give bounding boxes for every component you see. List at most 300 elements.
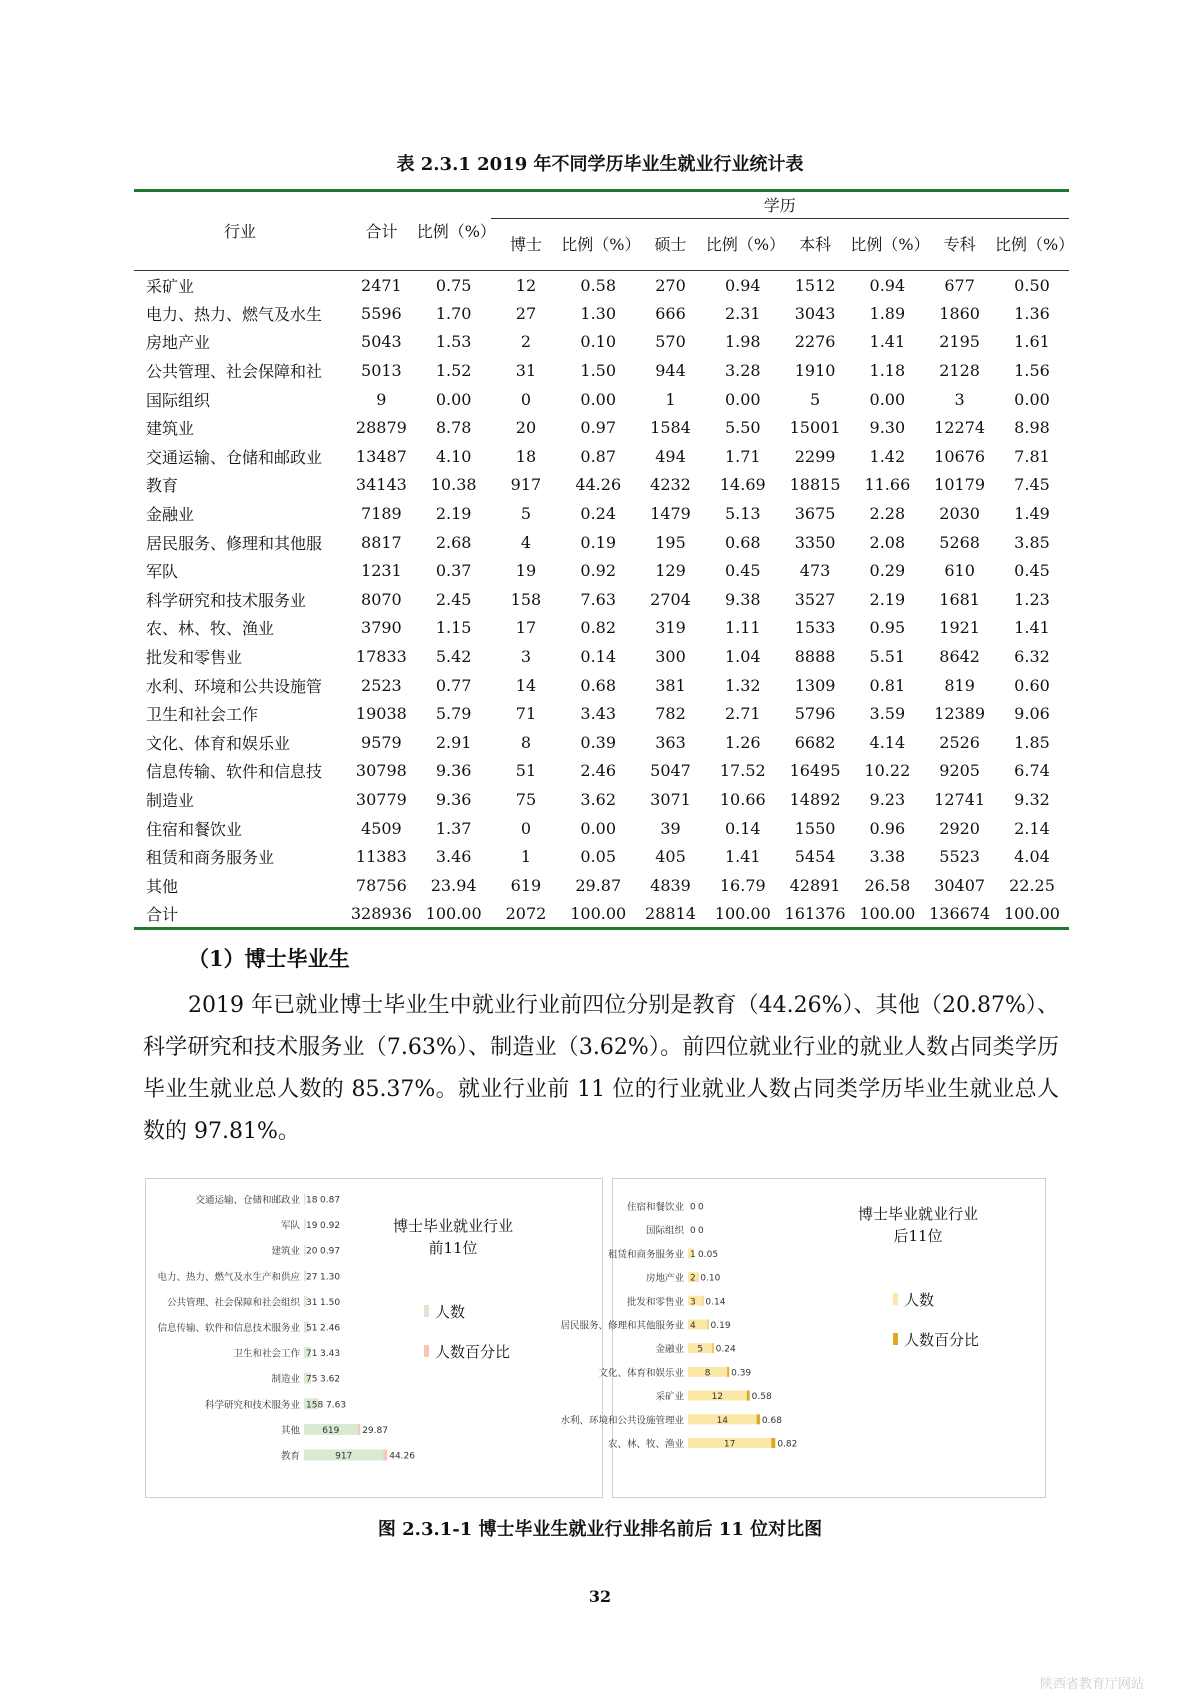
watermark: 陕西省教育厅网站: [1040, 1677, 1145, 1692]
cell-phd: 4: [520, 532, 532, 552]
cell-industry: 电力、热力、燃气及水生: [146, 304, 323, 324]
legend-item-percent: [893, 1319, 979, 1359]
data-label-count: 14: [716, 1415, 729, 1426]
category-label: 文化、体育和娱乐业: [598, 1367, 684, 1379]
cell-industry: 农、林、牧、渔业: [146, 619, 275, 639]
cell-bachelor-pct: 5.51: [869, 647, 906, 667]
cell-phd-pct: 3.43: [580, 704, 617, 724]
chart-bottom11-legend: [893, 1279, 979, 1359]
cell-bachelor: 5: [809, 389, 821, 409]
cell-bachelor: 16495: [789, 761, 841, 781]
cell-master: 28814: [635, 900, 706, 929]
data-label-count: 27: [306, 1272, 318, 1283]
category-label: 卫生和社会工作: [233, 1348, 300, 1360]
cell-college-pct: 1.23: [1014, 589, 1050, 609]
data-label-percent: 0.87: [320, 1195, 341, 1206]
cell-college: 2526: [939, 732, 980, 752]
cell-phd-pct: 2.46: [580, 761, 617, 781]
cell-master: 944: [655, 361, 686, 381]
cell-industry: 公共管理、社会保障和社: [146, 362, 323, 382]
cell-total: 1231: [361, 561, 402, 581]
cell-phd-pct: 0.97: [580, 418, 617, 438]
cell-college: 1860: [939, 303, 980, 323]
cell-bachelor-pct: 9.30: [869, 418, 906, 438]
cell-master-pct: 17.52: [719, 761, 766, 781]
cell-bachelor-pct: 3.59: [869, 704, 906, 724]
cell-total: 7189: [361, 504, 402, 524]
cell-bachelor-pct: 0.29: [869, 561, 906, 581]
category-label: 其他: [280, 1425, 300, 1437]
cell-phd: 1: [520, 847, 532, 867]
cell-pct: 1.15: [435, 618, 472, 638]
bar-percent: [703, 1296, 704, 1306]
cell-master-pct: 16.79: [719, 875, 766, 895]
cell-industry: 建筑业: [146, 419, 195, 439]
table-row: [134, 900, 1069, 929]
data-label-percent: 0.82: [777, 1439, 798, 1450]
cell-pct: 100.00: [417, 900, 491, 929]
cell-college-pct: 8.98: [1014, 418, 1050, 438]
cell-bachelor-pct: 10.22: [864, 761, 911, 781]
data-label-percent: 29.87: [362, 1425, 388, 1436]
chart-top11-legend: [424, 1291, 510, 1371]
bar-percent: [757, 1414, 760, 1424]
cell-bachelor: 161376: [780, 900, 851, 929]
cell-college: 5268: [939, 532, 980, 552]
cell-phd-pct: 0.00: [580, 818, 617, 838]
cell-master-pct: 0.45: [724, 561, 761, 581]
cell-industry: 合计: [134, 900, 346, 929]
cell-master: 782: [655, 704, 686, 724]
cell-bachelor: 2276: [794, 332, 836, 352]
cell-master: 195: [655, 532, 686, 552]
cell-industry: 采矿业: [134, 271, 346, 300]
data-label-percent: 0.68: [761, 1415, 782, 1426]
data-label-count: 4: [690, 1321, 696, 1331]
chart-top11-plot: [146, 1179, 604, 1499]
cell-total: 2471: [346, 271, 417, 300]
data-label-percent: 0.97: [320, 1246, 341, 1257]
header-phd-ratio: 比例（%）: [561, 235, 641, 254]
cell-industry: 信息传输、软件和信息技: [146, 762, 323, 782]
cell-master-pct: 10.66: [719, 789, 766, 809]
cell-pct: 3.46: [435, 847, 472, 867]
bar-percent: [383, 1450, 387, 1461]
cell-master-pct: 9.38: [724, 589, 761, 609]
category-label: 军队: [280, 1220, 300, 1232]
table-row: [134, 642, 1069, 671]
cell-pct: 5.79: [435, 704, 472, 724]
category-label: 批发和零售业: [626, 1296, 684, 1308]
table-row: [134, 471, 1069, 500]
cell-college: 12274: [934, 418, 986, 438]
cell-master-pct: 1.32: [724, 675, 761, 695]
cell-total: 3790: [361, 618, 402, 638]
cell-total: 13487: [355, 446, 407, 466]
cell-college: 819: [944, 675, 975, 695]
cell-bachelor-pct: 0.94: [850, 271, 924, 300]
cell-bachelor: 1533: [794, 618, 836, 638]
category-label: 农、林、牧、渔业: [607, 1439, 684, 1450]
cell-industry: 教育: [146, 476, 179, 496]
cell-phd-pct: 0.05: [580, 847, 617, 867]
cell-bachelor-pct: 2.28: [869, 504, 906, 524]
cell-master-pct: 14.69: [719, 475, 766, 495]
data-label-percent: 0.10: [700, 1273, 721, 1284]
cell-college-pct: 100.00: [995, 900, 1069, 929]
data-label-count: 71: [306, 1349, 318, 1360]
cell-master-pct: 1.71: [724, 446, 761, 466]
data-label-percent: 0.14: [705, 1297, 726, 1308]
data-label-percent: 7.63: [326, 1400, 347, 1411]
data-label-count: 158: [306, 1400, 324, 1411]
cell-master: 319: [655, 618, 686, 638]
category-label: 租赁和商务服务业: [607, 1249, 684, 1261]
bar-percent: [708, 1320, 709, 1330]
cell-college: 12741: [934, 789, 986, 809]
cell-total: 8070: [361, 589, 402, 609]
cell-college: 8642: [939, 647, 980, 667]
cell-college: 5523: [939, 847, 980, 867]
cell-master-pct: 3.28: [724, 361, 761, 381]
chart-bottom11-title: [843, 1203, 993, 1247]
cell-phd: 619: [510, 875, 542, 895]
table-row: [134, 671, 1069, 700]
cell-pct: 0.77: [435, 675, 472, 695]
cell-college-pct: 0.60: [1014, 675, 1050, 695]
cell-total: 5043: [361, 332, 402, 352]
cell-bachelor: 1910: [794, 361, 836, 381]
cell-phd: 17: [515, 618, 537, 638]
table-row: [134, 757, 1069, 786]
cell-total: 30798: [355, 761, 407, 781]
cell-bachelor: 3675: [794, 504, 836, 524]
cell-master-pct: 0.14: [724, 818, 761, 838]
cell-bachelor: 1550: [794, 818, 836, 838]
table-row: [134, 814, 1069, 843]
cell-phd-pct: 3.62: [580, 789, 617, 809]
data-label-percent: 0.39: [731, 1368, 752, 1379]
cell-master: 1584: [650, 418, 691, 438]
cell-master: 3071: [650, 789, 691, 809]
table-row: [134, 528, 1069, 557]
cell-college: 3: [954, 389, 965, 409]
cell-college-pct: 1.85: [1014, 732, 1050, 752]
cell-master: 363: [655, 732, 686, 752]
cell-phd-pct: 0.14: [580, 647, 617, 667]
cell-bachelor: 3527: [794, 589, 836, 609]
category-label: 国际组织: [645, 1225, 684, 1237]
cell-phd-pct: 1.50: [580, 361, 617, 381]
header-total-ratio: 比例（%）: [417, 191, 491, 271]
legend-swatch-percent: [424, 1345, 429, 1357]
cell-master-pct: 0.94: [706, 271, 780, 300]
cell-college: 10179: [934, 475, 986, 495]
cell-industry: 国际组织: [146, 390, 211, 410]
employment-industry-table: [134, 189, 1075, 930]
category-label: 建筑业: [271, 1246, 300, 1258]
data-label-percent: 44.26: [389, 1451, 416, 1462]
cell-college-pct: 6.74: [1014, 761, 1050, 781]
cell-pct: 23.94: [430, 875, 477, 895]
bar-percent: [747, 1391, 750, 1401]
header-education: 学历: [491, 191, 1069, 219]
category-label: 住宿和餐饮业: [626, 1202, 684, 1213]
cell-industry: 其他: [146, 876, 179, 896]
cell-master-pct: 2.71: [724, 704, 761, 724]
header-master: 硕士: [654, 235, 687, 254]
legend-label-count: 人数: [435, 1302, 466, 1321]
cell-master-pct: 0.00: [724, 389, 761, 409]
body-paragraph: 2019 年已就业博士毕业生中就业行业前四位分别是教育（44.26%）、其他（20.87%）、科学研究和技术服务业（7.63%）、制造业（3.62%）。前四位就业行业的就业人数占同类学历毕业生就业总人数的 85.37%。就业行业前 11 位的行业就业人数占同类学历毕业生就业总人数的 97.81%。: [143, 993, 1059, 1144]
cell-bachelor-pct: 3.38: [869, 847, 906, 867]
cell-bachelor-pct: 26.58: [864, 875, 911, 895]
category-label: 金融业: [655, 1344, 684, 1356]
chart-top11-title-line2: 前11位: [428, 1239, 478, 1257]
header-phd: 博士: [509, 235, 542, 254]
header-college: 专科: [943, 235, 976, 254]
cell-bachelor-pct: 0.81: [869, 675, 906, 695]
chart-top11-title: [378, 1215, 528, 1259]
data-label-count: 51: [306, 1323, 318, 1334]
cell-bachelor-pct: 1.41: [869, 332, 906, 352]
data-label-count: 917: [335, 1451, 353, 1462]
cell-phd: 27: [515, 303, 537, 323]
cell-phd-pct: 0.58: [561, 271, 635, 300]
bar-percent: [358, 1424, 361, 1435]
cell-college: 2030: [939, 504, 980, 524]
cell-total: 5013: [361, 361, 402, 381]
cell-phd: 14: [515, 675, 537, 695]
cell-phd-pct: 0.00: [580, 389, 617, 409]
cell-industry: 军队: [146, 562, 179, 582]
cell-master-pct: 5.13: [724, 504, 761, 524]
cell-college: 2128: [939, 361, 980, 381]
cell-bachelor: 14892: [789, 789, 841, 809]
cell-industry: 房地产业: [146, 333, 211, 353]
cell-industry: 制造业: [146, 790, 195, 810]
data-label-count: 20: [306, 1246, 318, 1257]
cell-phd: 18: [515, 446, 537, 466]
cell-phd: 0: [520, 818, 532, 838]
cell-total: 28879: [355, 418, 407, 438]
cell-phd: 0: [520, 389, 532, 409]
cell-master: 5047: [650, 761, 691, 781]
cell-college: 677: [924, 271, 995, 300]
cell-phd: 2: [520, 332, 532, 352]
cell-college-pct: 1.41: [1014, 618, 1050, 638]
cell-college-pct: 9.32: [1014, 789, 1050, 809]
data-label-count: 1: [690, 1249, 696, 1260]
cell-phd: 51: [515, 761, 537, 781]
data-label-count: 18: [306, 1195, 318, 1206]
cell-master: 39: [660, 818, 681, 838]
section-heading: （1）博士毕业生: [188, 946, 350, 971]
cell-industry: 卫生和社会工作: [146, 705, 259, 725]
figure-caption: 图 2.3.1-1 博士毕业生就业行业排名前后 11 位对比图: [377, 1519, 823, 1540]
cell-master: 300: [655, 647, 686, 667]
cell-bachelor: 3043: [794, 303, 836, 323]
cell-pct: 9.36: [435, 789, 472, 809]
cell-master-pct: 1.26: [724, 732, 761, 752]
header-master-ratio: 比例（%）: [705, 235, 786, 254]
cell-college-pct: 6.32: [1014, 647, 1050, 667]
cell-pct: 2.45: [435, 589, 472, 609]
chart-bottom11-title-line2: 后11位: [893, 1227, 943, 1245]
table-row: [134, 442, 1069, 471]
data-label-count: 19: [306, 1221, 318, 1232]
cell-phd: 8: [520, 732, 532, 752]
category-label: 居民服务、修理和其他服务业: [560, 1320, 684, 1332]
cell-bachelor-pct: 0.95: [869, 618, 906, 638]
cell-college: 9205: [939, 761, 980, 781]
cell-phd-pct: 0.10: [580, 332, 617, 352]
legend-label-percent: 人数百分比: [435, 1342, 511, 1361]
cell-industry: 租赁和商务服务业: [146, 848, 275, 868]
table-row: [134, 328, 1069, 357]
cell-bachelor-pct: 2.19: [869, 589, 906, 609]
cell-bachelor-pct: 1.89: [869, 303, 906, 323]
cell-total: 34143: [355, 475, 407, 495]
cell-bachelor-pct: 4.14: [869, 732, 906, 752]
cell-bachelor: 6682: [794, 732, 836, 752]
cell-master: 1479: [650, 504, 691, 524]
cell-college-pct: 9.06: [1014, 704, 1050, 724]
cell-college: 1921: [939, 618, 980, 638]
cell-college: 2195: [939, 332, 980, 352]
cell-master-pct: 2.31: [724, 303, 761, 323]
cell-bachelor-pct: 0.00: [869, 389, 906, 409]
data-label-count: 0: [690, 1202, 696, 1213]
cell-phd-pct: 0.39: [580, 732, 617, 752]
cell-phd: 71: [515, 704, 537, 724]
category-label: 信息传输、软件和信息技术服务业: [157, 1323, 300, 1334]
chart-top11-title-line1: 博士毕业就业行业: [392, 1217, 513, 1235]
cell-college-pct: 1.36: [1014, 303, 1050, 323]
cell-master-pct: 5.50: [724, 418, 761, 438]
cell-master-pct: 1.41: [724, 847, 761, 867]
cell-bachelor: 8888: [794, 647, 836, 667]
cell-college: 30407: [934, 875, 986, 895]
cell-master-pct: 1.04: [724, 647, 761, 667]
table-row: [134, 499, 1069, 528]
cell-phd-pct: 1.30: [580, 303, 617, 323]
cell-master-pct: 1.11: [724, 618, 761, 638]
cell-bachelor: 2299: [794, 446, 836, 466]
header-college-ratio: 比例（%）: [994, 235, 1075, 254]
cell-pct: 1.37: [435, 818, 472, 838]
legend-item-count: [893, 1279, 979, 1319]
cell-phd: 75: [515, 789, 537, 809]
legend-item-count: [424, 1291, 510, 1331]
cell-phd: 31: [515, 361, 537, 381]
cell-bachelor-pct: 0.96: [869, 818, 906, 838]
cell-college: 136674: [924, 900, 995, 929]
cell-master-pct: 100.00: [706, 900, 780, 929]
table-row: [134, 556, 1069, 585]
cell-phd-pct: 0.68: [580, 675, 617, 695]
cell-master: 2704: [650, 589, 691, 609]
cell-bachelor-pct: 1.42: [869, 446, 906, 466]
cell-phd: 2072: [491, 900, 562, 929]
cell-industry: 水利、环境和公共设施管: [146, 676, 323, 696]
data-label-percent: 3.43: [320, 1349, 341, 1360]
cell-pct: 8.78: [435, 418, 472, 438]
cell-bachelor-pct: 2.08: [869, 532, 906, 552]
category-label: 房地产业: [645, 1273, 684, 1285]
cell-master: 666: [655, 303, 686, 323]
cell-pct: 0.00: [435, 389, 472, 409]
cell-bachelor: 18815: [789, 475, 841, 495]
data-label-count: 3: [690, 1297, 696, 1308]
cell-master: 270: [635, 271, 706, 300]
cell-master: 1: [665, 389, 676, 409]
cell-phd-pct: 0.87: [580, 446, 617, 466]
legend-label-count: 人数: [904, 1290, 935, 1309]
category-label: 采矿业: [655, 1391, 684, 1403]
legend-swatch-count: [893, 1293, 898, 1305]
category-label: 科学研究和技术服务业: [204, 1399, 300, 1411]
data-label-percent: 0.19: [710, 1321, 731, 1331]
cell-college-pct: 22.25: [1009, 875, 1055, 895]
data-label-percent: 1.30: [320, 1272, 341, 1283]
cell-phd: 158: [510, 589, 542, 609]
header-bachelor: 本科: [799, 235, 832, 254]
cell-master: 494: [655, 446, 686, 466]
data-label-count: 12: [711, 1392, 724, 1403]
table-row: [134, 299, 1069, 328]
legend-swatch-count: [424, 1305, 429, 1317]
cell-pct: 10.38: [430, 475, 477, 495]
cell-total: 30779: [355, 789, 407, 809]
cell-college-pct: 1.49: [1014, 504, 1050, 524]
cell-industry: 文化、体育和娱乐业: [146, 733, 291, 753]
cell-pct: 5.42: [435, 647, 472, 667]
table-row: [134, 728, 1069, 757]
data-label-count: 75: [306, 1374, 318, 1385]
data-label-percent: 3.62: [320, 1374, 341, 1385]
cell-bachelor: 5796: [794, 704, 836, 724]
header-industry: 行业: [134, 191, 346, 271]
cell-bachelor: 1512: [780, 271, 851, 300]
data-label-percent: 0.92: [320, 1221, 341, 1232]
cell-college: 12389: [934, 704, 986, 724]
cell-bachelor: 1309: [794, 675, 836, 695]
cell-college-pct: 4.04: [1014, 847, 1050, 867]
cell-phd-pct: 0.82: [580, 618, 617, 638]
cell-college-pct: 2.14: [1014, 818, 1050, 838]
cell-bachelor: 3350: [794, 532, 836, 552]
cell-phd-pct: 44.26: [575, 475, 622, 495]
data-label-percent: 1.50: [320, 1297, 341, 1308]
legend-item-percent: [424, 1331, 510, 1371]
cell-college: 2920: [939, 818, 980, 838]
bar-percent: [713, 1343, 714, 1353]
cell-industry: 批发和零售业: [146, 648, 243, 668]
cell-master-pct: 0.68: [724, 532, 761, 552]
cell-college-pct: 1.56: [1014, 361, 1050, 381]
cell-master: 381: [655, 675, 686, 695]
table-row: [134, 413, 1069, 442]
cell-total: 11383: [355, 847, 407, 867]
cell-pct: 9.36: [435, 761, 472, 781]
data-label-count: 8: [704, 1368, 711, 1379]
cell-master: 4232: [650, 475, 691, 495]
cell-total: 19038: [355, 704, 407, 724]
bar-percent: [727, 1367, 729, 1377]
cell-college-pct: 1.61: [1014, 332, 1050, 352]
header-total: 合计: [346, 191, 417, 271]
